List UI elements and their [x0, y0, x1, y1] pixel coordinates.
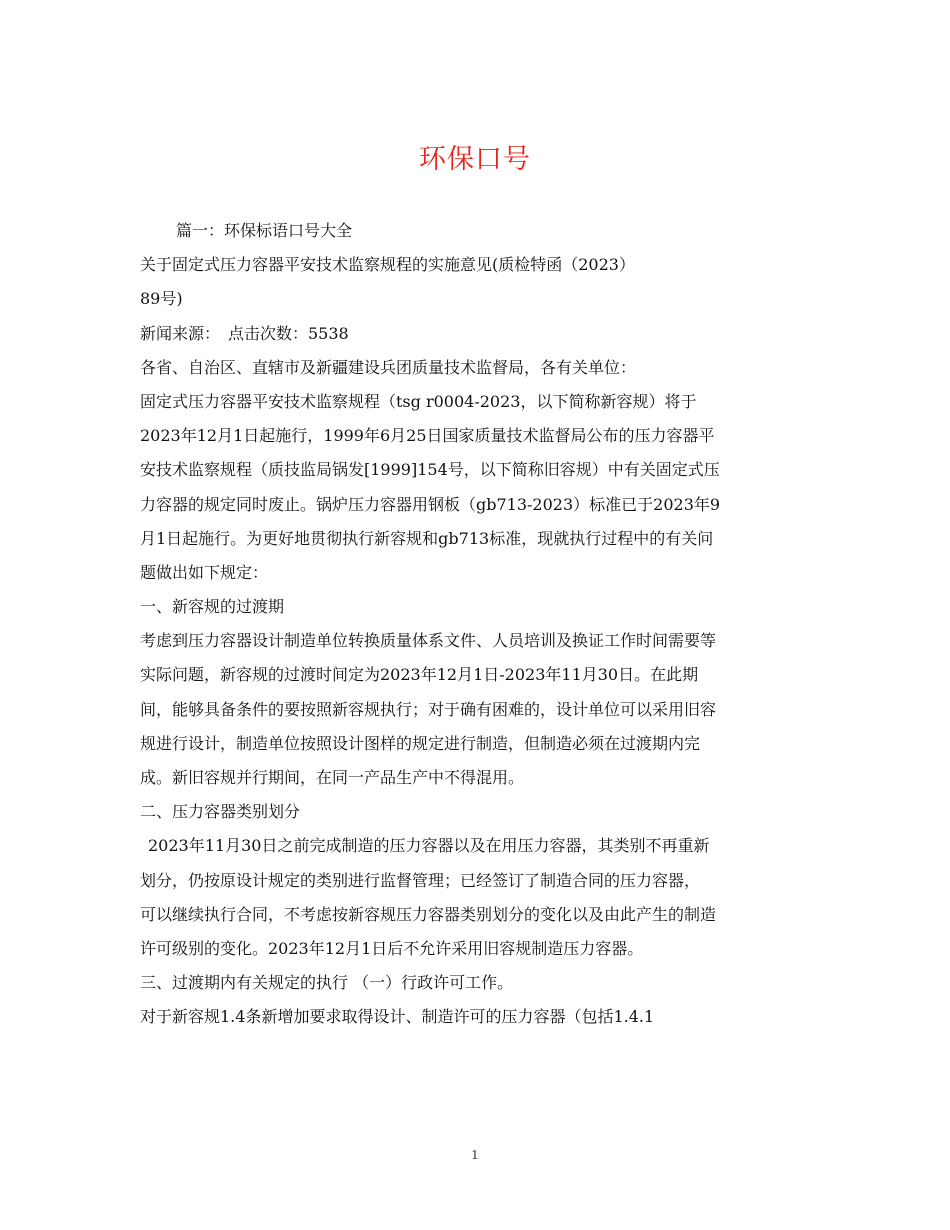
paragraph-line: 月1日起施行。为更好地贯彻执行新容规和gb713标准，现就执行过程中的有关问	[140, 528, 714, 548]
paragraph-line: 2023年11月30日之前完成制造的压力容器以及在用压力容器，其类别不再重新	[148, 836, 710, 856]
section-heading: 二、压力容器类别划分	[140, 802, 301, 822]
paragraph-line: 间，能够具备条件的要按照新容规执行；对于确有困难的，设计单位可以采用旧容	[140, 699, 717, 719]
paragraph-line: 89号)	[140, 289, 183, 309]
paragraph-line: 划分，仍按原设计规定的类别进行监督管理；已经签订了制造合同的压力容器，	[140, 870, 701, 890]
paragraph-line: 固定式压力容器平安技术监察规程（tsg r0004-2023，以下简称新容规）将于	[140, 391, 697, 411]
document-title: 环保口号	[419, 144, 531, 175]
paragraph-line: 各省、自治区、直辖市及新疆建设兵团质量技术监督局，各有关单位：	[140, 357, 637, 377]
paragraph-line: 成。新旧容规并行期间，在同一产品生产中不得混用。	[140, 768, 525, 787]
paragraph-line: 许可级别的变化。2023年12月1日后不允许采用旧容规制造压力容器。	[140, 938, 644, 958]
paragraph-line: 关于固定式压力容器平安技术监察规程的实施意见(质检特函（2023）	[140, 255, 635, 275]
paragraph-line: 实际问题，新容规的过渡时间定为2023年12月1日-2023年11月30日。在此期	[140, 665, 699, 685]
paragraph-line: 题做出如下规定：	[140, 562, 269, 582]
document-body	[140, 214, 815, 1035]
paragraph-line: 安技术监察规程（质技监局锅发[1999]154号，以下简称旧容规）中有关固定式压	[140, 460, 720, 480]
section-heading: 篇一：环保标语口号大全	[176, 221, 353, 240]
paragraph-line: 可以继续执行合同，不考虑按新容规压力容器类别划分的变化以及由此产生的制造	[140, 904, 717, 924]
section-heading: 三、过渡期内有关规定的执行 （一）行政许可工作。	[140, 973, 514, 993]
source-line: 新闻来源： 点击次数：5538	[140, 323, 349, 343]
page-number: 1	[471, 1148, 479, 1162]
paragraph-line: 对于新容规1.4条新增加要求取得设计、制造许可的压力容器（包括1.4.1	[140, 1007, 655, 1027]
paragraph-line: 考虑到压力容器设计制造单位转换质量体系文件、人员培训及换证工作时间需要等	[140, 631, 717, 651]
section-heading: 一、新容规的过渡期	[140, 597, 285, 617]
paragraph-line: 力容器的规定同时废止。锅炉压力容器用钢板（gb713-2023）标准已于2023年9	[140, 494, 721, 514]
paragraph-line: 规进行设计，制造单位按照设计图样的规定进行制造，但制造必须在过渡期内完	[140, 733, 701, 753]
paragraph-line: 2023年12月1日起施行，1999年6月25日国家质量技术监督局公布的压力容器平	[140, 426, 715, 446]
